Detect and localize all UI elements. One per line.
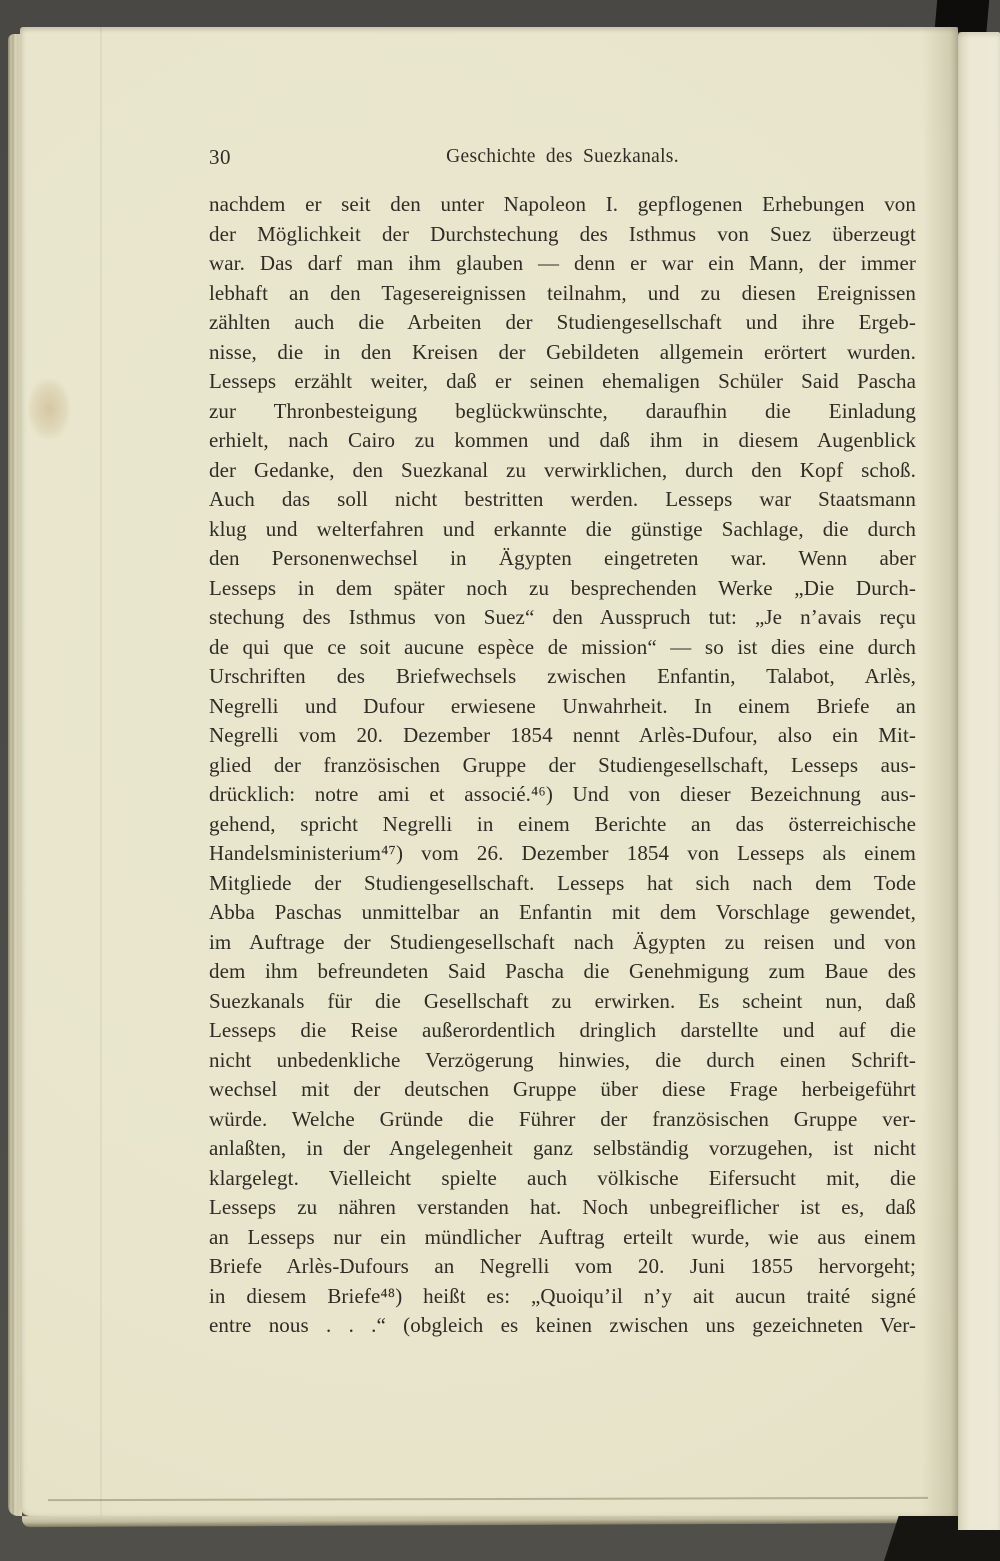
- text-line: der Möglichkeit der Durchstechung des Isthmus von Suez überzeugt: [209, 221, 916, 246]
- text-line: de qui que ce soit aucune espèce de mission“ — so ist dies eine durch: [209, 634, 916, 659]
- text-line: der Gedanke, den Suezkanal zu verwirklichen, durch den Kopf schoß.: [209, 457, 916, 482]
- text-line: Auch das soll nicht bestritten werden. Lesseps war Staatsmann: [209, 487, 916, 511]
- text-line: zur Thronbesteigung beglückwünschte, daraufhin die Einladung: [209, 398, 916, 423]
- text-line: Lesseps die Reise außerordentlich dringlich darstellte und auf die: [209, 1018, 916, 1042]
- page-number: 30: [209, 145, 231, 169]
- adjacent-page-edge: [958, 32, 1000, 1530]
- text-line: Negrelli vom 20. Dezember 1854 nennt Arlès-Dufour, also ein Mit-: [209, 723, 916, 747]
- text-line: dem ihm befreundeten Said Pascha die Genehmigung zum Baue des: [209, 959, 916, 983]
- text-line: den Personenwechsel in Ägypten eingetreten war. Wenn aber: [209, 546, 916, 570]
- gutter-fold-shadow: [922, 27, 958, 1516]
- text-line: zählten auch die Arbeiten der Studiengesellschaft und ihre Ergeb-: [209, 310, 916, 334]
- text-line: in diesem Briefe⁴⁸) heißt es: „Quoiqu’il n’y ait aucun traité signé: [209, 1283, 916, 1308]
- text-line: im Auftrage der Studiengesellschaft nach Ägypten zu reisen und von: [209, 929, 916, 954]
- text-line: glied der französischen Gruppe der Studiengesellschaft, Lesseps aus-: [209, 752, 916, 777]
- text-line: Briefe Arlès-Dufours an Negrelli vom 20. Juni 1855 hervorgeht;: [209, 1254, 916, 1278]
- text-line: klug und welterfahren und erkannte die günstige Sachlage, die durch: [209, 516, 916, 541]
- text-line: Urschriften des Briefwechsels zwischen Enfantin, Talabot, Arlès,: [209, 664, 916, 688]
- page-header: [209, 145, 916, 173]
- text-line: war. Das darf man ihm glauben — denn er war ein Mann, der immer: [209, 251, 916, 275]
- text-line: würde. Welche Gründe die Führer der französischen Gruppe ver-: [209, 1106, 916, 1131]
- text-line: Handelsministerium⁴⁷) vom 26. Dezember 1854 von Lesseps als einem: [209, 841, 916, 865]
- text-line: Lesseps zu nähren verstanden hat. Noch unbegreiflicher ist es, daß: [209, 1195, 916, 1219]
- text-line: erhielt, nach Cairo zu kommen und daß ihm in diesem Augenblick: [209, 428, 916, 452]
- text-line: Negrelli und Dufour erwiesene Unwahrheit. In einem Briefe an: [209, 693, 916, 718]
- deckle-edge-line: [48, 1497, 928, 1501]
- body-text: [209, 190, 916, 1341]
- text-line: wechsel mit der deutschen Gruppe über diese Frage herbeigeführt: [209, 1077, 916, 1101]
- text-line: Suezkanals für die Gesellschaft zu erwirken. Es scheint nun, daß: [209, 988, 916, 1013]
- text-line: nachdem er seit den unter Napoleon I. gepflogenen Erhebungen von: [209, 192, 916, 216]
- running-header: Geschichte des Suezkanals.: [446, 146, 679, 167]
- text-line: drücklich: notre ami et associé.⁴⁶) Und von dieser Bezeichnung aus-: [209, 782, 916, 806]
- book-page: [20, 27, 958, 1516]
- text-line: nicht unbedenkliche Verzögerung hinwies, die durch einen Schrift-: [209, 1047, 916, 1072]
- text-line: entre nous . . .“ (obgleich es keinen zwischen uns gezeichneten Ver-: [209, 1313, 916, 1337]
- text-line: stechung des Isthmus von Suez“ den Ausspruch tut: „Je n’avais reçu: [209, 605, 916, 629]
- text-line: Abba Paschas unmittelbar an Enfantin mit dem Vorschlage gewendet,: [209, 900, 916, 924]
- text-line: gehend, spricht Negrelli in einem Berichte an das österreichische: [209, 811, 916, 836]
- text-line: lebhaft an den Tagesereignissen teilnahm, und zu diesen Ereignissen: [209, 280, 916, 305]
- text-line: an Lesseps nur ein mündlicher Auftrag erteilt wurde, wie aus einem: [209, 1224, 916, 1249]
- paper-stain: [28, 379, 70, 439]
- page-crease-line: [100, 27, 102, 1516]
- text-line: nisse, die in den Kreisen der Gebildeten allgemein erörtert wurden.: [209, 339, 916, 364]
- text-line: anlaßten, in der Angelegenheit ganz selbständig vorzugehen, ist nicht: [209, 1136, 916, 1160]
- text-line: Lesseps erzählt weiter, daß er seinen ehemaligen Schüler Said Pascha: [209, 369, 916, 393]
- text-line: klargelegt. Vielleicht spielte auch völkische Eifersucht mit, die: [209, 1165, 916, 1190]
- text-line: Lesseps in dem später noch zu besprechenden Werke „Die Durch-: [209, 575, 916, 600]
- text-line: Mitgliede der Studiengesellschaft. Lesseps hat sich nach dem Tode: [209, 870, 916, 895]
